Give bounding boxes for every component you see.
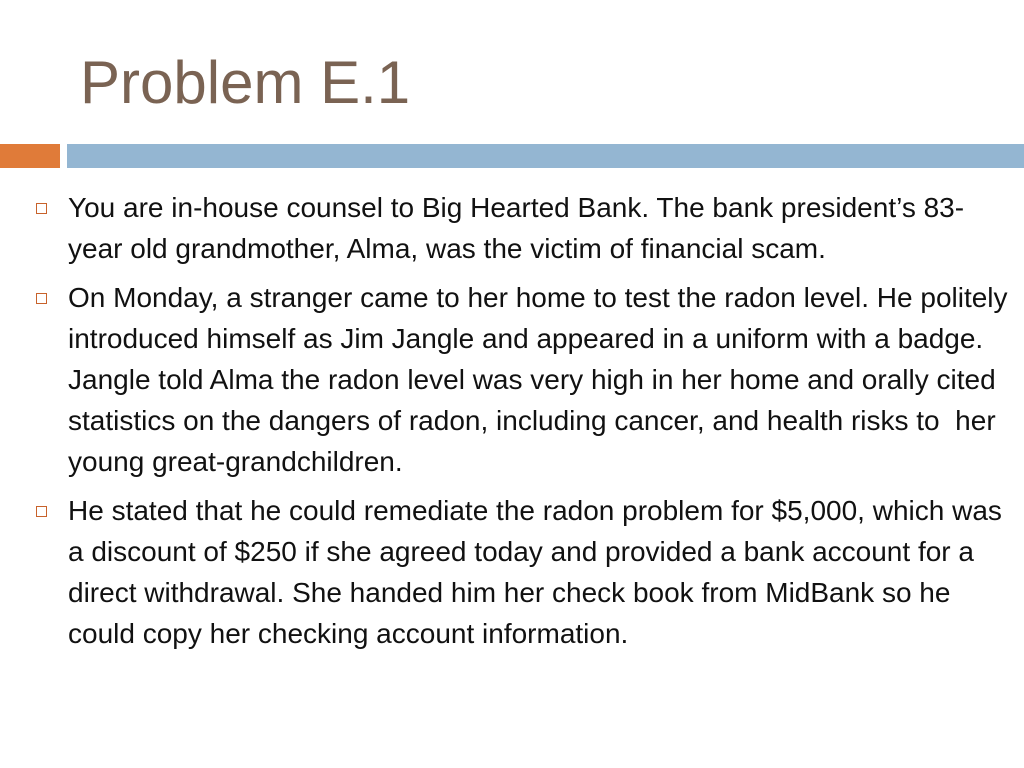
bullet-item bbox=[32, 187, 1018, 269]
title-divider-bar bbox=[67, 144, 1024, 168]
bullet-text: He stated that he could remediate the radon problem for $5,000, which was a discount of $250 if she agreed today and provided a bank account for a direct withdrawal. She handed him her check book from MidBank so he could copy her checking account information. bbox=[68, 495, 1010, 649]
slide-title: Problem E.1 bbox=[80, 49, 411, 116]
bullet-item bbox=[32, 490, 1018, 654]
bullet-item bbox=[32, 277, 1018, 482]
hollow-square-bullet-icon bbox=[36, 293, 47, 304]
title-divider-accent bbox=[0, 144, 60, 168]
bullet-list bbox=[32, 187, 1018, 662]
hollow-square-bullet-icon bbox=[36, 203, 47, 214]
hollow-square-bullet-icon bbox=[36, 506, 47, 517]
bullet-text: You are in-house counsel to Big Hearted Bank. The bank president’s 83-year old grandmother, Alma, was the victim of financial scam. bbox=[68, 192, 965, 264]
bullet-text: On Monday, a stranger came to her home to test the radon level. He politely introduced himself as Jim Jangle and appeared in a uniform with a badge. Jangle told Alma the radon level was very high in her home and orally cited statistics on the dangers of radon, including cancer, and health risks to her young great-grandchildren. bbox=[68, 282, 1016, 477]
